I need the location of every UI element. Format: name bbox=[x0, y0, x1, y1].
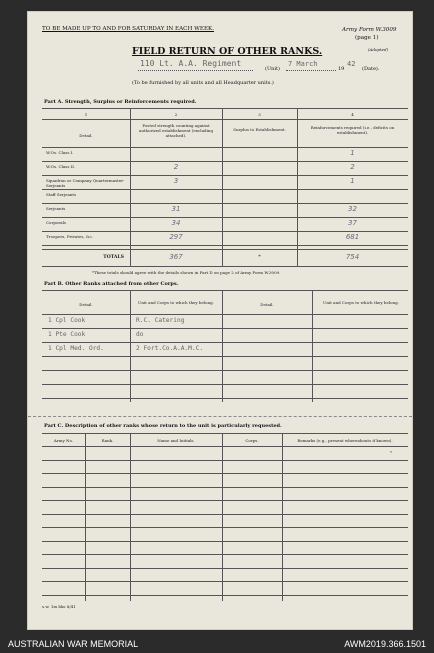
furnish-note: (To be furnished by all units and all Headquarter units.) bbox=[132, 80, 274, 86]
totals-reinforcements: 754 bbox=[345, 253, 360, 261]
row-rule bbox=[42, 384, 408, 385]
army-form-number: Army Form W.3009 bbox=[342, 27, 397, 33]
part-c-mark: * bbox=[390, 450, 392, 455]
row-rule bbox=[42, 147, 408, 148]
date-label: (Date). bbox=[362, 66, 380, 72]
col-divider bbox=[222, 433, 223, 601]
adopted-label: (Adopted) bbox=[368, 47, 389, 52]
totals-surplus: * bbox=[258, 254, 261, 260]
col-number: 4 bbox=[351, 112, 354, 117]
row-rule bbox=[42, 161, 408, 162]
part-a-row-posted: 297 bbox=[169, 233, 183, 241]
col-number: 3 bbox=[258, 112, 261, 117]
col-header-reinforcements: Reinforcements required (i.e., deficits on establishment). bbox=[310, 125, 395, 135]
col-divider bbox=[282, 433, 283, 601]
part-a-row-detail: Staff Serjeants bbox=[46, 192, 77, 197]
date-value: 7 March bbox=[288, 60, 318, 68]
part-b-row-unit: 2 Fort.Co.A.A.M.C. bbox=[136, 345, 204, 352]
part-c-table bbox=[42, 433, 408, 601]
top-notice: TO BE MADE UP TO AND FOR SATURDAY IN EACH WEEK. bbox=[42, 26, 214, 32]
year-prefix: 19 bbox=[338, 66, 345, 72]
print-code: s.w. 1m bks 8/41 bbox=[42, 604, 76, 609]
row-rule bbox=[42, 189, 408, 190]
totals-posted: 367 bbox=[169, 253, 183, 261]
row-rule bbox=[42, 514, 408, 515]
col-header-unit-corps: Unit and Corps to which they belong. bbox=[323, 300, 399, 305]
part-a-row-posted: 34 bbox=[171, 219, 181, 227]
part-a-row-reinforcements: 37 bbox=[348, 219, 357, 227]
part-a-row-detail: Serjeants bbox=[46, 206, 66, 211]
part-a-row-reinforcements: 1 bbox=[350, 177, 355, 185]
row-rule bbox=[42, 249, 408, 250]
col-header-detail: Detail. bbox=[79, 302, 93, 307]
page-number: (page 1) bbox=[355, 35, 379, 41]
row-rule bbox=[42, 314, 408, 315]
row-rule bbox=[42, 328, 408, 329]
col-header-unit-corps: Unit and Corps to which they belong. bbox=[138, 300, 214, 305]
unit-value: 110 Lt. A.A. Regiment bbox=[140, 59, 242, 68]
col-divider bbox=[130, 109, 131, 267]
row-rule bbox=[42, 356, 408, 357]
row-rule bbox=[42, 527, 408, 528]
row-rule bbox=[42, 568, 408, 569]
row-rule bbox=[42, 245, 408, 246]
row-rule bbox=[42, 203, 408, 204]
col-divider bbox=[130, 290, 131, 402]
col-divider bbox=[312, 290, 313, 402]
col-header-rank: Rank. bbox=[101, 438, 114, 443]
row-rule bbox=[42, 342, 408, 343]
part-a-row-posted: 31 bbox=[171, 205, 181, 213]
part-a-heading: Part A. Strength, Surplus or Reinforcements required. bbox=[44, 99, 197, 105]
col-number: 1 bbox=[84, 112, 88, 117]
col-header-army-no: Army No. bbox=[53, 438, 74, 443]
col-divider bbox=[222, 109, 223, 267]
footer-left-credit: AUSTRALIAN WAR MEMORIAL bbox=[8, 639, 139, 649]
row-rule bbox=[42, 217, 408, 218]
row-rule bbox=[42, 175, 408, 176]
part-b-table bbox=[42, 290, 408, 408]
part-a-footnote: *These totals should agree with the details shown in Part D on page 2 of Army Form W.3009. bbox=[92, 270, 281, 275]
col-divider bbox=[85, 433, 86, 601]
row-rule bbox=[42, 487, 408, 488]
part-b-heading: Part B. Other Ranks attached from other Corps. bbox=[44, 281, 179, 287]
part-b-row-unit: R.C. Catering bbox=[136, 317, 185, 324]
part-a-row-detail: Troopers, Privates, &c. bbox=[46, 234, 94, 239]
row-rule bbox=[42, 398, 408, 399]
part-b-row-unit: do bbox=[136, 331, 144, 338]
row-rule bbox=[42, 446, 408, 447]
row-rule bbox=[42, 231, 408, 232]
row-rule bbox=[42, 500, 408, 501]
col-header-posted: Posted strength counting against authorized establishment (excluding attached). bbox=[138, 123, 214, 138]
row-rule bbox=[42, 541, 408, 542]
part-a-row-reinforcements: 1 bbox=[350, 149, 355, 157]
col-divider bbox=[297, 109, 298, 267]
date-dotted-line bbox=[286, 70, 336, 71]
part-a-row-reinforcements: 2 bbox=[350, 163, 355, 171]
part-a-row-detail: W.Os. Class I. bbox=[46, 150, 74, 155]
part-b-row-detail: 1 Cpl Cook bbox=[48, 317, 86, 324]
form-title: FIELD RETURN OF OTHER RANKS. bbox=[132, 46, 323, 57]
part-b-row-detail: 1 Pte Cook bbox=[48, 331, 86, 338]
part-a-row-posted: 2 bbox=[173, 163, 179, 171]
col-header-detail: Detail. bbox=[260, 302, 274, 307]
perforation-line bbox=[28, 416, 412, 417]
part-a-row-detail: Squadron or Company Quartermaster-Serjeants bbox=[46, 178, 125, 188]
col-header-name: Name and Initials. bbox=[157, 438, 195, 443]
part-a-table bbox=[42, 109, 408, 267]
part-a-row-posted: 3 bbox=[173, 177, 179, 185]
form-paper bbox=[28, 12, 412, 629]
col-number: 2 bbox=[174, 112, 178, 117]
col-header-corps: Corps. bbox=[245, 438, 259, 443]
row-rule bbox=[42, 595, 408, 596]
part-b-row-detail: 1 Cpl Med. Ord. bbox=[48, 345, 104, 352]
row-rule bbox=[42, 473, 408, 474]
year-value: 42 bbox=[347, 60, 356, 68]
part-a-row-detail: W.Os. Class II. bbox=[46, 164, 76, 169]
part-a-row-reinforcements: 32 bbox=[348, 205, 357, 213]
col-divider bbox=[130, 433, 131, 601]
unit-label: (Unit) bbox=[265, 66, 280, 72]
part-a-row-detail: Corporals bbox=[46, 220, 66, 225]
col-header-detail: Detail. bbox=[79, 133, 93, 138]
row-rule bbox=[42, 460, 408, 461]
row-rule bbox=[42, 119, 408, 120]
row-rule bbox=[42, 554, 408, 555]
row-rule bbox=[42, 581, 408, 582]
footer-right-accession: AWM2019.366.1501 bbox=[344, 639, 426, 649]
part-a-row-reinforcements: 681 bbox=[345, 233, 360, 241]
unit-dotted-line bbox=[138, 70, 253, 71]
totals-label: TOTALS bbox=[103, 255, 124, 260]
part-c-heading: Part C. Description of other ranks whose return to the unit is particularly requested. bbox=[44, 423, 282, 429]
row-rule bbox=[42, 370, 408, 371]
row-rule bbox=[42, 266, 408, 267]
col-header-surplus: Surplus to Establishment. bbox=[233, 127, 286, 132]
col-header-remarks: Remarks (e.g., present whereabouts if known). bbox=[297, 438, 393, 443]
